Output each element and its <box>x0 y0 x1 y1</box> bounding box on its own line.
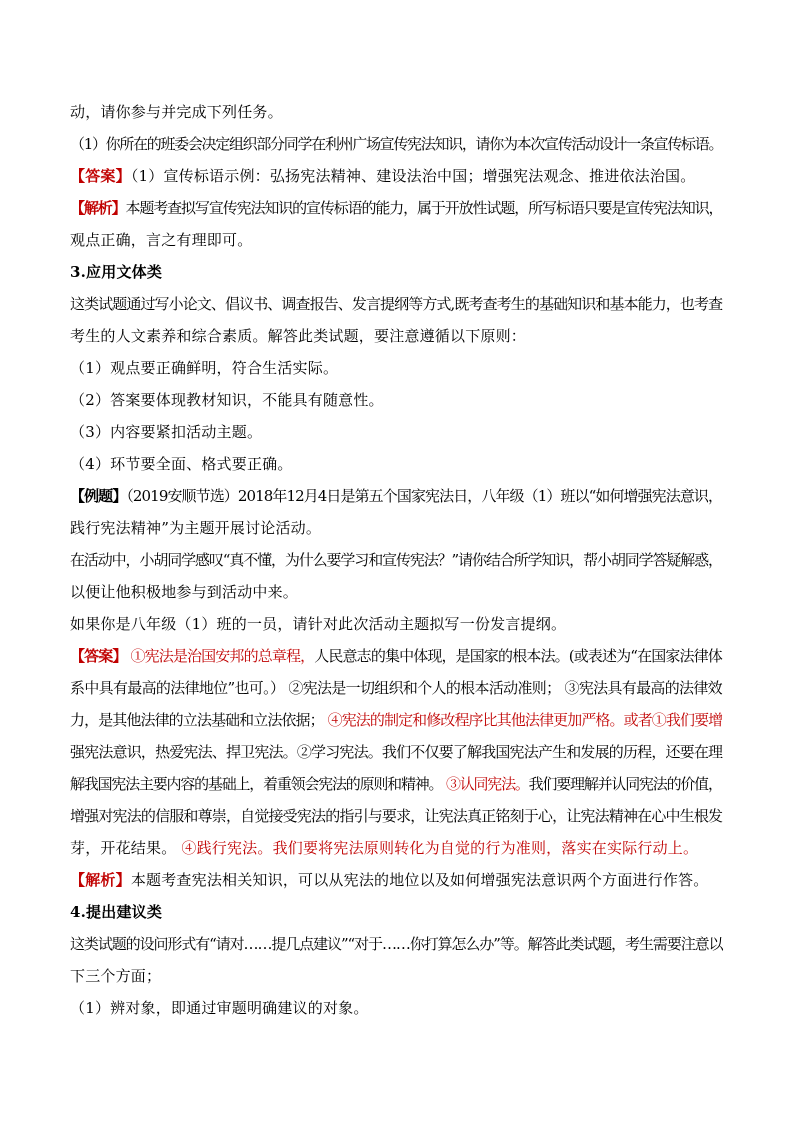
principle-item: （1）观点要正确鲜明，符合生活实际。 <box>70 359 339 377</box>
text-line: 观点正确，言之有理即可。 <box>70 231 253 249</box>
text-line: 芽，开花结果。 ④践行宪法。我们要将宪法原则转化为自觉的行为准则，落实在实际行动上。 <box>70 839 699 857</box>
section-heading-3: 3.应用文体类 <box>70 263 163 281</box>
analysis-1: 【解析】本题考查拟写宣传宪法知识的宣传标语的能力，属于开放性试题，所写标语只要是宣传宪法知识， <box>70 199 723 217</box>
analysis-label: 【解析】 <box>70 871 131 889</box>
answer-2: 【答案】 ①宪法是治国安邦的总章程，人民意志的集中体现，是国家的根本法。(或表述为“在国家法律体 <box>70 647 722 665</box>
answer-label: 【答案】 <box>70 647 127 665</box>
section-heading-4: 4.提出建议类 <box>70 903 163 921</box>
example-question: 【例题】（2019安顺节选）2018年12月4日是第五个国家宪法日，八年级（1）班以“如何增强宪法意识， <box>70 487 723 505</box>
text-line: 解我国宪法主要内容的基础上，着重领会宪法的原则和精神。 ③认同宪法。我们要理解并认同宪法的价值， <box>70 775 722 793</box>
text-line: 在活动中，小胡同学感叹“真不懂，为什么要学习和宣传宪法？”请你结合所学知识，帮小胡同学答疑解惑， <box>70 551 722 569</box>
text-line: 这类试题通过写小论文、倡议书、调查报告、发言提纲等方式,既考查考生的基础知识和基本能力，也考查 <box>70 295 723 313</box>
answer-1: 【答案】（1）宣传标语示例：弘扬宪法精神、建设法治中国；增强宪法观念、推进依法治国。 <box>70 167 696 185</box>
principle-item: （3）内容要紧扣活动主题。 <box>70 423 263 441</box>
question-1: （1）你所在的班委会决定组织部分同学在利州广场宣传宪法知识，请你为本次宣传活动设计一条宣传标语。 <box>70 135 723 153</box>
answer-label: 【答案】 <box>70 167 131 185</box>
text-line: 如果你是八年级（1）班的一员，请针对此次活动主题拟写一份发言提纲。 <box>70 615 567 633</box>
text-line: 系中具有最高的法律地位”也可。） ②宪法是一切组织和个人的根本活动准则； ③宪法具有最高的法律效 <box>70 679 722 697</box>
analysis-label: 【解析】 <box>70 199 126 217</box>
text-line: 以便让他积极地参与到活动中来。 <box>70 583 299 601</box>
principle-item: （4）环节要全面、格式要正确。 <box>70 455 293 473</box>
text-line: 增强对宪法的信服和尊崇，自觉接受宪法的指引与要求，让宪法真正铭刻于心，让宪法精神在心中生根发 <box>70 807 723 825</box>
text-line: 考生的人文素养和综合素质。解答此类试题，要注意遵循以下原则： <box>70 327 527 345</box>
text-line: 践行宪法精神”为主题开展讨论活动。 <box>70 519 322 537</box>
analysis-2: 【解析】本题考查宪法相关知识，可以从宪法的地位以及如何增强宪法意识两个方面进行作答。 <box>70 871 709 889</box>
text-line: 下三个方面； <box>70 967 162 985</box>
text-line: 强宪法意识，热爱宪法、捍卫宪法。②学习宪法。我们不仅要了解我国宪法产生和发展的历程，还要在理 <box>70 743 723 761</box>
text-line: （1）辨对象，即通过审题明确建议的对象。 <box>70 999 369 1017</box>
text-line: 这类试题的设问形式有“请对……提几点建议”“对于……你打算怎么办”等。解答此类试题，考生需要注意以 <box>70 935 723 953</box>
text-line: 动，请你参与并完成下列任务。 <box>70 103 283 121</box>
principle-item: （2）答案要体现教材知识，不能具有随意性。 <box>70 391 384 409</box>
example-label: 【例题】 <box>70 487 127 505</box>
text-line: 力，是其他法律的立法基础和立法依据； ④宪法的制定和修改程序比其他法律更加严格。或者①我们要增 <box>70 711 723 729</box>
